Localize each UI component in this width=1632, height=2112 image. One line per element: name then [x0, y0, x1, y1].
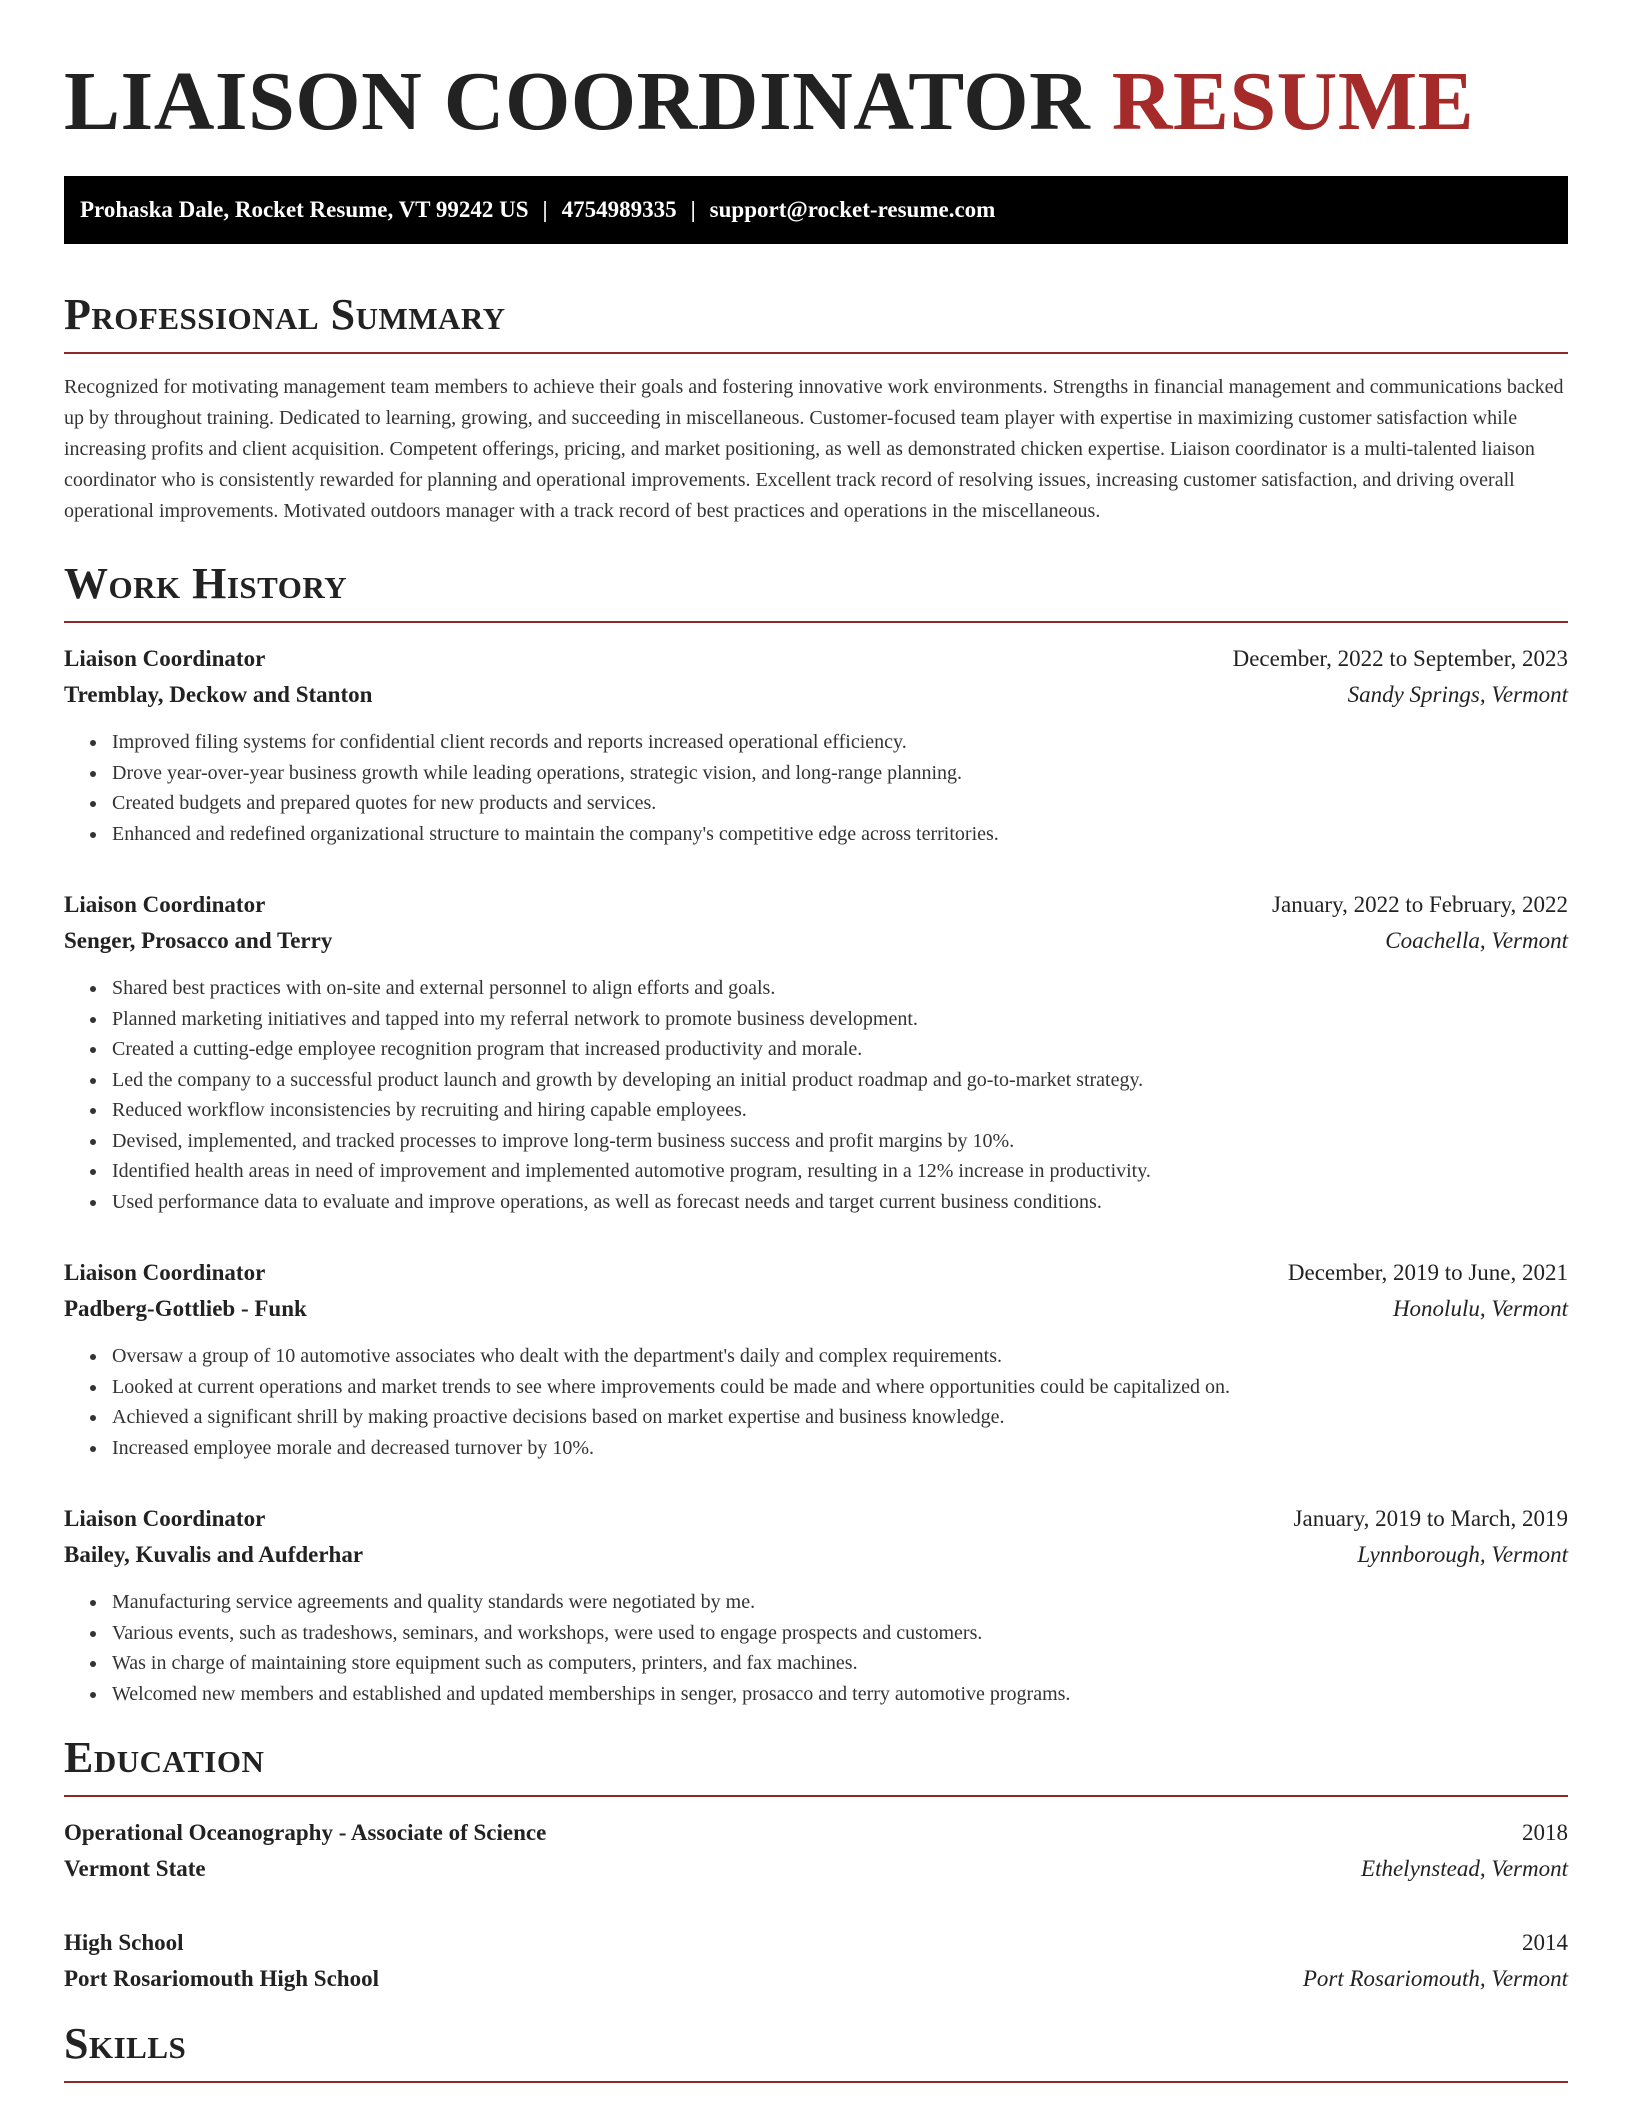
contact-separator: | [542, 197, 548, 222]
job-entry [64, 1501, 1568, 1709]
job-dates: December, 2019 to June, 2021 [1287, 1260, 1568, 1285]
job-title: Liaison Coordinator [64, 1506, 266, 1531]
job-bullet: • Looked at current operations and market trends to see where improvements could be made and where opportunities could be capitalized on. [108, 1372, 1568, 1403]
job-bullets [64, 1587, 1568, 1709]
education-year: 2018 [1522, 1820, 1568, 1845]
contact-phone: 4754989335 [561, 197, 677, 222]
job-title-row [64, 1501, 1568, 1537]
job-location: Lynnborough, Vermont [1357, 1542, 1568, 1567]
summary-text: Recognized for motivating management team members to achieve their goals and fostering innovative work environments. Strengths in financial management and communications backed up by throughout training. Dedicated to learning, growing, and succeeding in miscellaneous. Customer-focused team player with expertise in maximizing customer satisfaction while increasing profits and client acquisition. Competent offerings, pricing, and market positioning, as well as demonstrated chicken expertise. Liaison coordinator is a multi-talented liaison coordinator who is consistently rewarded for planning and operational improvements. Excellent track record of resolving issues, increasing customer satisfaction, and driving overall operational improvements. Motivated outdoors manager with a track record of best practices and operations in the miscellaneous. [64, 376, 1564, 522]
job-bullets [64, 1341, 1568, 1463]
education-degree: Operational Oceanography - Associate of Science [64, 1820, 547, 1845]
education-year: 2014 [1522, 1930, 1568, 1955]
job-bullets [64, 727, 1568, 849]
job-bullet: • Shared best practices with on-site and external personnel to align efforts and goals. [108, 973, 1568, 1004]
job-bullet: • Welcomed new members and established and updated memberships in senger, prosacco and terry automotive programs. [108, 1679, 1568, 1710]
page-title [64, 0, 1568, 152]
job-dates: January, 2022 to February, 2022 [1272, 892, 1568, 917]
job-bullet: • Various events, such as tradeshows, seminars, and workshops, were used to engage prospects and customers. [108, 1618, 1568, 1649]
job-dates: December, 2022 to September, 2023 [1232, 646, 1568, 671]
job-bullet: • Was in charge of maintaining store equipment such as computers, printers, and fax machines. [108, 1648, 1568, 1679]
education-entry [64, 1815, 1568, 1887]
job-location: Coachella, Vermont [1385, 928, 1568, 953]
work-history-heading: Work History [64, 559, 1568, 623]
summary-section [64, 290, 1568, 527]
job-company: Tremblay, Deckow and Stanton [64, 682, 373, 707]
job-title: Liaison Coordinator [64, 1260, 266, 1285]
job-entry [64, 641, 1568, 849]
job-company-row [64, 923, 1568, 959]
job-bullet: • Devised, implemented, and tracked processes to improve long-term business success and profit margins by 10%. [108, 1126, 1568, 1157]
contact-email: support@rocket-resume.com [709, 197, 996, 222]
job-bullet: • Enhanced and redefined organizational structure to maintain the company's competitive edge across territories. [108, 819, 1568, 850]
job-company-row [64, 677, 1568, 713]
education-section [64, 1733, 1568, 1997]
job-bullets [64, 973, 1568, 1217]
job-entry [64, 887, 1568, 1217]
job-bullet: • Increased employee morale and decreased turnover by 10%. [108, 1433, 1568, 1464]
job-company-row [64, 1537, 1568, 1573]
job-bullet: • Created budgets and prepared quotes for new products and services. [108, 788, 1568, 819]
work-history-section [64, 559, 1568, 1709]
job-entry [64, 1255, 1568, 1463]
job-company: Senger, Prosacco and Terry [64, 928, 333, 953]
education-degree-row [64, 1815, 1568, 1851]
summary-heading: Professional Summary [64, 290, 1568, 354]
job-bullet: • Reduced workflow inconsistencies by recruiting and hiring capable employees. [108, 1095, 1568, 1126]
education-entry [64, 1925, 1568, 1997]
job-bullet: • Led the company to a successful product launch and growth by developing an initial product roadmap and go-to-market strategy. [108, 1065, 1568, 1096]
job-title-row [64, 887, 1568, 923]
job-title-row [64, 1255, 1568, 1291]
job-bullet: • Improved filing systems for confidential client records and reports increased operational efficiency. [108, 727, 1568, 758]
skills-section [64, 2019, 1568, 2083]
job-company-row [64, 1291, 1568, 1327]
education-school: Port Rosariomouth High School [64, 1966, 379, 1991]
skills-heading: Skills [64, 2019, 1568, 2083]
job-bullet: • Identified health areas in need of improvement and implemented automotive program, resulting in a 12% increase in productivity. [108, 1156, 1568, 1187]
education-heading: Education [64, 1733, 1568, 1797]
title-accent: RESUME [1111, 55, 1475, 148]
contact-address: Prohaska Dale, Rocket Resume, VT 99242 US [80, 197, 529, 222]
job-company: Padberg-Gottlieb - Funk [64, 1296, 307, 1321]
education-degree: High School [64, 1930, 184, 1955]
education-degree-row [64, 1925, 1568, 1961]
title-main: LIAISON COORDINATOR [64, 55, 1091, 148]
job-location: Honolulu, Vermont [1392, 1296, 1568, 1321]
job-location: Sandy Springs, Vermont [1347, 682, 1568, 707]
job-bullet: • Achieved a significant shrill by making proactive decisions based on market expertise and business knowledge. [108, 1402, 1568, 1433]
job-bullet: • Manufacturing service agreements and quality standards were negotiated by me. [108, 1587, 1568, 1618]
education-location: Port Rosariomouth, Vermont [1302, 1966, 1568, 1991]
education-school-row [64, 1851, 1568, 1887]
job-bullet: • Drove year-over-year business growth while leading operations, strategic vision, and long-range planning. [108, 758, 1568, 789]
job-title: Liaison Coordinator [64, 646, 266, 671]
education-school-row [64, 1961, 1568, 1997]
job-bullet: • Planned marketing initiatives and tapped into my referral network to promote business development. [108, 1004, 1568, 1035]
job-bullet: • Created a cutting-edge employee recognition program that increased productivity and morale. [108, 1034, 1568, 1065]
education-school: Vermont State [64, 1856, 206, 1881]
contact-bar [64, 176, 1568, 244]
job-company: Bailey, Kuvalis and Aufderhar [64, 1542, 364, 1567]
contact-separator: | [690, 197, 696, 222]
education-location: Ethelynstead, Vermont [1361, 1856, 1568, 1881]
job-title-row [64, 641, 1568, 677]
job-bullet: • Oversaw a group of 10 automotive associates who dealt with the department's daily and complex requirements. [108, 1341, 1568, 1372]
job-title: Liaison Coordinator [64, 892, 266, 917]
job-dates: January, 2019 to March, 2019 [1293, 1506, 1568, 1531]
job-bullet: • Used performance data to evaluate and improve operations, as well as forecast needs and target current business conditions. [108, 1187, 1568, 1218]
